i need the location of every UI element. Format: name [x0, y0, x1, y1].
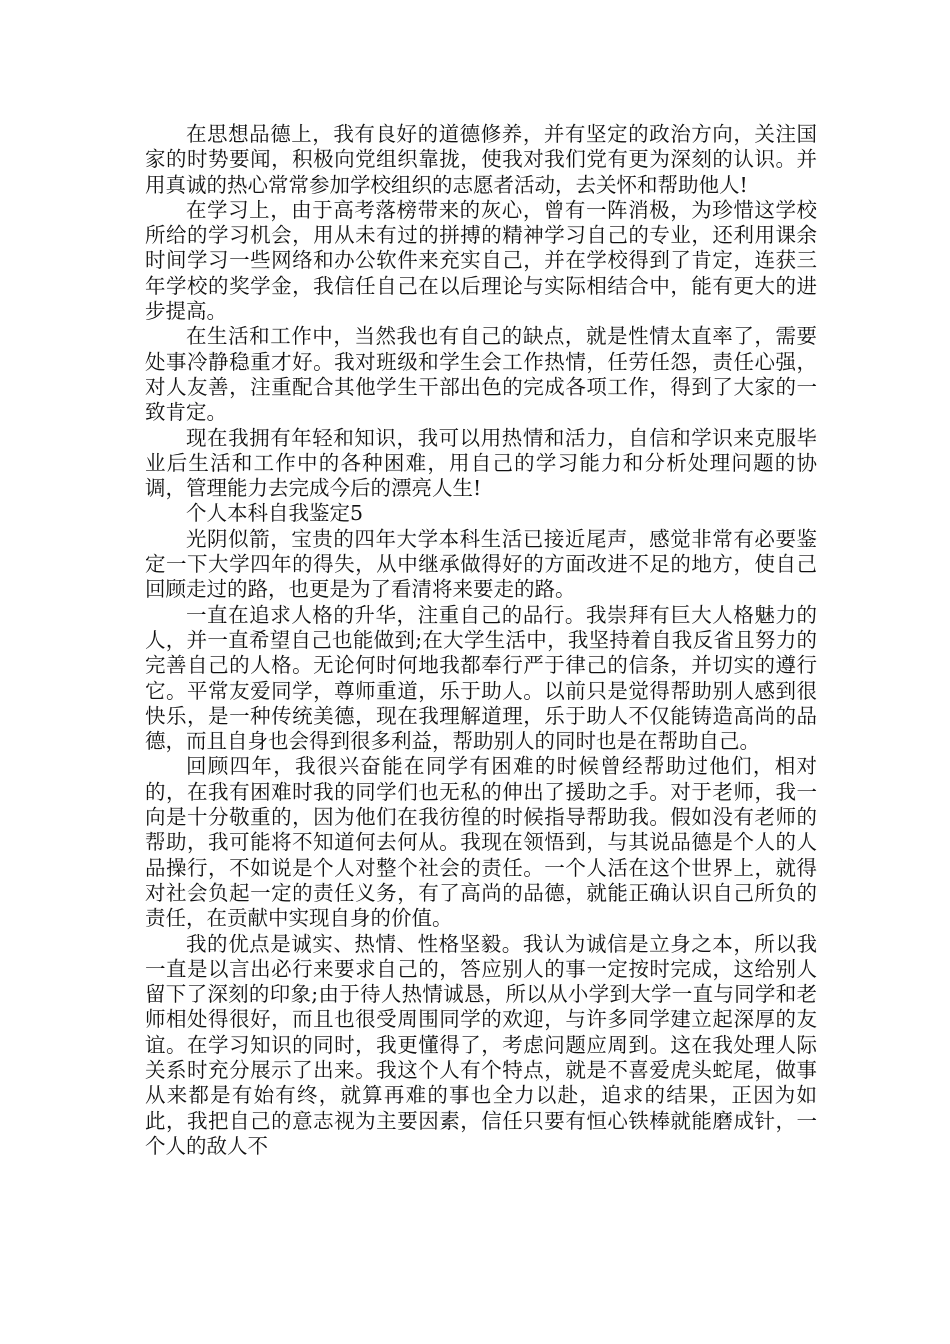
section-heading: 个人本科自我鉴定5 [186, 501, 364, 526]
paragraph-moral: 在思想品德上，我有良好的道德修养，并有坚定的政治方向，关注国家的时势要闻，积极向党组织靠拢，使我对我们党有更为深刻的认识。并用真诚的热心常常参加学校组织的志愿者活动，去关怀和帮助他人! [145, 122, 817, 197]
paragraph-life-work: 在生活和工作中，当然我也有自己的缺点，就是性情太直率了，需要处事冷静稳重才好。我对班级和学生会工作热情，任劳任怨，责任心强，对人友善，注重配合其他学生干部出色的完成各项工作，得到了大家的一致肯定。 [145, 324, 817, 425]
paragraph-study: 在学习上，由于高考落榜带来的灰心，曾有一阵消极，为珍惜这学校所给的学习机会，用从未有过的拼搏的精神学习自己的专业，还利用课余时间学习一些网络和办公软件来充实自己，并在学校得到了肯定，连获三年学校的奖学金，我信任自己在以后理论与实际相结合中，能有更大的进步提高。 [145, 197, 817, 324]
paragraph-character: 一直在追求人格的升华，注重自己的品行。我崇拜有巨大人格魅力的人，并一直希望自己也能做到;在大学生活中，我坚持着自我反省且努力的完善自己的人格。无论何时何地我都奉行严于律己的信条，并切实的遵行它。平常友爱同学，尊师重道，乐于助人。以前只是觉得帮助别人感到很快乐，是一种传统美德，现在我理解道理，乐于助人不仅能铸造高尚的品德，而且自身也会得到很多利益，帮助别人的同时也是在帮助自己。 [145, 602, 817, 754]
paragraph-strengths: 我的优点是诚实、热情、性格坚毅。我认为诚信是立身之本，所以我一直是以言出必行来要求自己的，答应别人的事一定按时完成，这给别人留下了深刻的印象;由于待人热情诚恳，所以从小学到大学一直与同学和老师相处得很好，而且也很受周围同学的欢迎，与许多同学建立起深厚的友谊。在学习知识的同时，我更懂得了，考虑问题应周到。这在我处理人际关系时充分展示了出来。我这个人有个特点，就是不喜爱虎头蛇尾，做事从来都是有始有终，就算再难的事也全力以赴，追求的结果，正因为如此，我把自己的意志视为主要因素，信任只要有恒心铁棒就能磨成针，一个人的敌人不 [145, 931, 817, 1158]
paragraph-future: 现在我拥有年轻和知识，我可以用热情和活力，自信和学识来克服毕业后生活和工作中的各种困难，用自己的学习能力和分析处理问题的协调，管理能力去完成今后的漂亮人生! [145, 425, 817, 501]
document-body [145, 122, 817, 1159]
paragraph-intro: 光阴似箭，宝贵的四年大学本科生活已接近尾声，感觉非常有必要鉴定一下大学四年的得失，从中继承做得好的方面改进不足的地方，使自己回顾走过的路，也更是为了看清将来要走的路。 [145, 526, 817, 602]
paragraph-review: 回顾四年，我很兴奋能在同学有困难的时候曾经帮助过他们，相对的，在我有困难时我的同学们也无私的伸出了援助之手。对于老师，我一向是十分敬重的，因为他们在我彷徨的时候指导帮助我。假如没有老师的帮助，我可能将不知道何去何从。我现在领悟到，与其说品德是个人的人品操行，不如说是个人对整个社会的责任。一个人活在这个世界上，就得对社会负起一定的责任义务，有了高尚的品德，就能正确认识自己所负的责任，在贡献中实现自身的价值。 [145, 754, 817, 931]
